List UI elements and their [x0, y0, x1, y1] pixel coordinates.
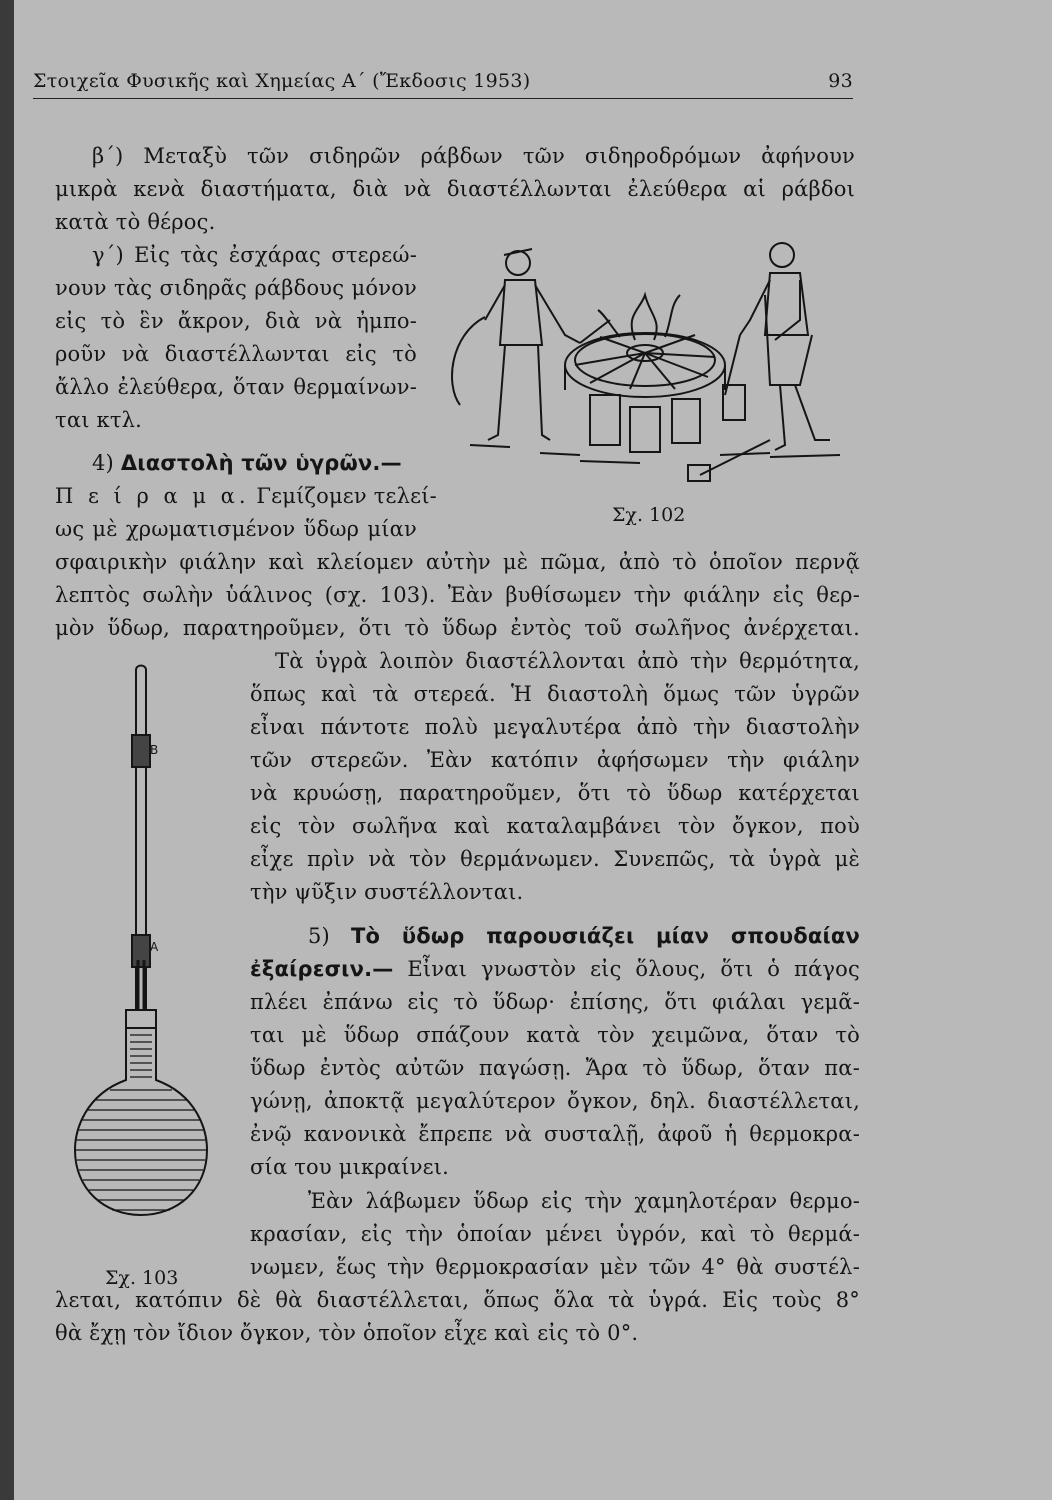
label-b: Β	[150, 743, 159, 757]
section-title-cont: ἐξαίρεσιν.—	[250, 957, 394, 981]
figure-102-caption: Σχ. 102	[612, 504, 686, 526]
figure-103-caption: Σχ. 103	[105, 1267, 179, 1289]
section-title: Τὸ ὕδωρ παρουσιάζει μίαν σπουδαίαν	[351, 924, 860, 948]
text-line: Τὰ ὑγρὰ λοιπὸν διαστέλλονται ἀπὸ τὴν θερμότητα,	[275, 649, 860, 673]
figure-102-illustration	[440, 225, 870, 495]
left-worker-body	[500, 280, 542, 345]
text-line: πλέει ἐπάνω εἰς τὸ ὕδωρ· ἐπίσης, ὅτι φιάλαι γεμᾶ-	[250, 990, 860, 1014]
section-5	[250, 920, 860, 1184]
left-worker-leg	[488, 345, 505, 440]
text-fragment: Εἶναι γνωστὸν εἰς ὅλους, ὅτι ὁ πάγος	[407, 957, 860, 981]
text-line: νωμεν, ἕως τὴν θερμοκρασίαν μὲν τῶν 4° θὰ συστέλ-	[250, 1255, 860, 1279]
marker-a	[132, 935, 150, 967]
section-number: 4)	[92, 451, 114, 475]
page-binding-edge	[0, 0, 14, 1500]
label-a: Α	[150, 940, 159, 954]
text-line: εἶναι πάντοτε πολὺ μεγαλυτέρα ἀπὸ τὴν διαστολὴν	[250, 715, 860, 739]
closing-full-lines	[55, 1284, 860, 1350]
text-line: ἐνῷ κανονικὰ ἔπρεπε νὰ συσταλῇ, ἀφοῦ ἡ θερμοκρα-	[250, 1122, 860, 1146]
flask-stopper	[126, 1010, 156, 1028]
wheel-rim	[565, 333, 725, 397]
text-fragment: Γεμίζομεν τελεί-	[256, 484, 437, 508]
text-line: εἰς τὸ ἓν ἄκρον, διὰ νὰ ἠμπο-	[55, 309, 417, 333]
text-line: εἰς τὸν σωλῆνα καὶ καταλαμβάνει τὸν ὄγκον, ποὺ	[250, 814, 860, 838]
text-line: β΄) Μεταξὺ τῶν σιδηρῶν ράβδων τῶν σιδηροδρόμων ἀφήνουν	[92, 144, 855, 168]
closing-paragraph	[250, 1185, 860, 1284]
text-line: ται κτλ.	[55, 408, 143, 432]
text-line: λεται, κατόπιν δὲ θὰ διαστέλλεται, ὅπως ὅλα τὰ ὑγρά. Εἰς τοὺς 8°	[55, 1288, 860, 1312]
text-line: ἄλλο ἐλεύθερα, ὅταν θερμαίνων-	[55, 375, 417, 399]
text-line: ται μὲ ὕδωρ σπάζουν κατὰ τὸν χειμῶνα, ὅταν τὸ	[250, 1023, 860, 1047]
liquid-hatching	[76, 1035, 206, 1210]
text-line: κρασίαν, εἰς τὴν ὁποίαν μένει ὑγρόν, καὶ τὸ θερμά-	[250, 1222, 860, 1246]
right-worker-body	[765, 273, 808, 335]
text-line: θὰ ἔχῃ τὸν ἴδιον ὄγκον, τὸν ὁποῖον εἶχε καὶ εἰς τὸ 0°.	[55, 1321, 639, 1345]
text-line: εἶχε πρὶν νὰ τὸν θερμάνωμεν. Συνεπῶς, τὰ ὑγρὰ μὲ	[250, 847, 860, 871]
sledgehammer-head	[688, 465, 710, 481]
text-line: ὅπως καὶ τὰ στερεά. Ἡ διαστολὴ ὅμως τῶν ὑγρῶν	[250, 682, 860, 706]
text-line: ροῦν νὰ διαστέλλωνται εἰς τὸ	[55, 342, 417, 366]
text-line: ως μὲ χρωματισμένον ὕδωρ μίαν	[55, 517, 417, 541]
text-line: κατὰ τὸ θέρος.	[55, 210, 216, 234]
text-line: σφαιρικὴν φιάλην καὶ κλείομεν αὐτὴν μὲ πῶμα, ἀπὸ τὸ ὁποῖον περνᾷ	[55, 550, 860, 574]
text-line: γώνῃ, ἀποκτᾷ μεγαλύτερον ὄγκον, δηλ. διαστέλλεται,	[250, 1089, 860, 1113]
paragraph-g	[55, 239, 417, 437]
support-block	[590, 395, 620, 445]
section-4-full-lines	[55, 546, 860, 645]
text-line: μικρὰ κενὰ διαστήματα, διὰ νὰ διαστέλλωνται ἐλεύθερα αἱ ράβδοι	[55, 177, 855, 201]
marker-b	[132, 735, 150, 767]
section-4-narrow-lines	[250, 645, 860, 909]
text-line: νὰ κρυώσῃ, παρατηροῦμεν, ὅτι τὸ ὕδωρ κατέρχεται	[250, 781, 860, 805]
text-line: σία του μικραίνει.	[250, 1155, 450, 1179]
text-line: τὴν ψῦξιν συστέλλονται.	[250, 880, 524, 904]
text-line: γ΄) Εἰς τὰς ἐσχάρας στερεώ-	[92, 243, 417, 267]
right-worker-head	[770, 243, 794, 267]
section-title: Διαστολὴ τῶν ὑγρῶν.—	[120, 451, 402, 475]
text-line: λεπτὸς σωλὴν ὑάλινος (σχ. 103). Ἐὰν βυθίσωμεν τὴν φιάλην εἰς θερ-	[55, 583, 860, 607]
figure-103-illustration	[70, 660, 200, 1220]
text-line: Ἐὰν λάβωμεν ὕδωρ εἰς τὴν χαμηλοτέραν θερμο-	[308, 1189, 860, 1213]
text-line: μὸν ὕδωρ, παρατηροῦμεν, ὅτι τὸ ὕδωρ ἐντὸς τοῦ σωλῆνος ἀνέρχεται.	[55, 616, 860, 640]
section-number: 5)	[308, 924, 330, 948]
text-line: ὕδωρ ἐντὸς αὐτῶν παγώσῃ. Ἄρα τὸ ὕδωρ, ὅταν πα-	[250, 1056, 860, 1080]
section-4-heading	[55, 447, 435, 480]
page-number: 93	[828, 70, 853, 92]
hose	[452, 317, 485, 405]
experiment-label: Π ε ί ρ α μ α.	[55, 484, 250, 508]
section-4-intro	[55, 480, 437, 546]
text-line: νουν τὰς σιδηρᾶς ράβδους μόνον	[55, 276, 417, 300]
text-line: τῶν στερεῶν. Ἐὰν κατόπιν ἀφήσωμεν τὴν φιάλην	[250, 748, 860, 772]
running-header	[33, 70, 853, 99]
running-title: Στοιχεῖα Φυσικῆς καὶ Χημείας Α΄ (Ἔκδοσις 1953)	[33, 70, 531, 92]
